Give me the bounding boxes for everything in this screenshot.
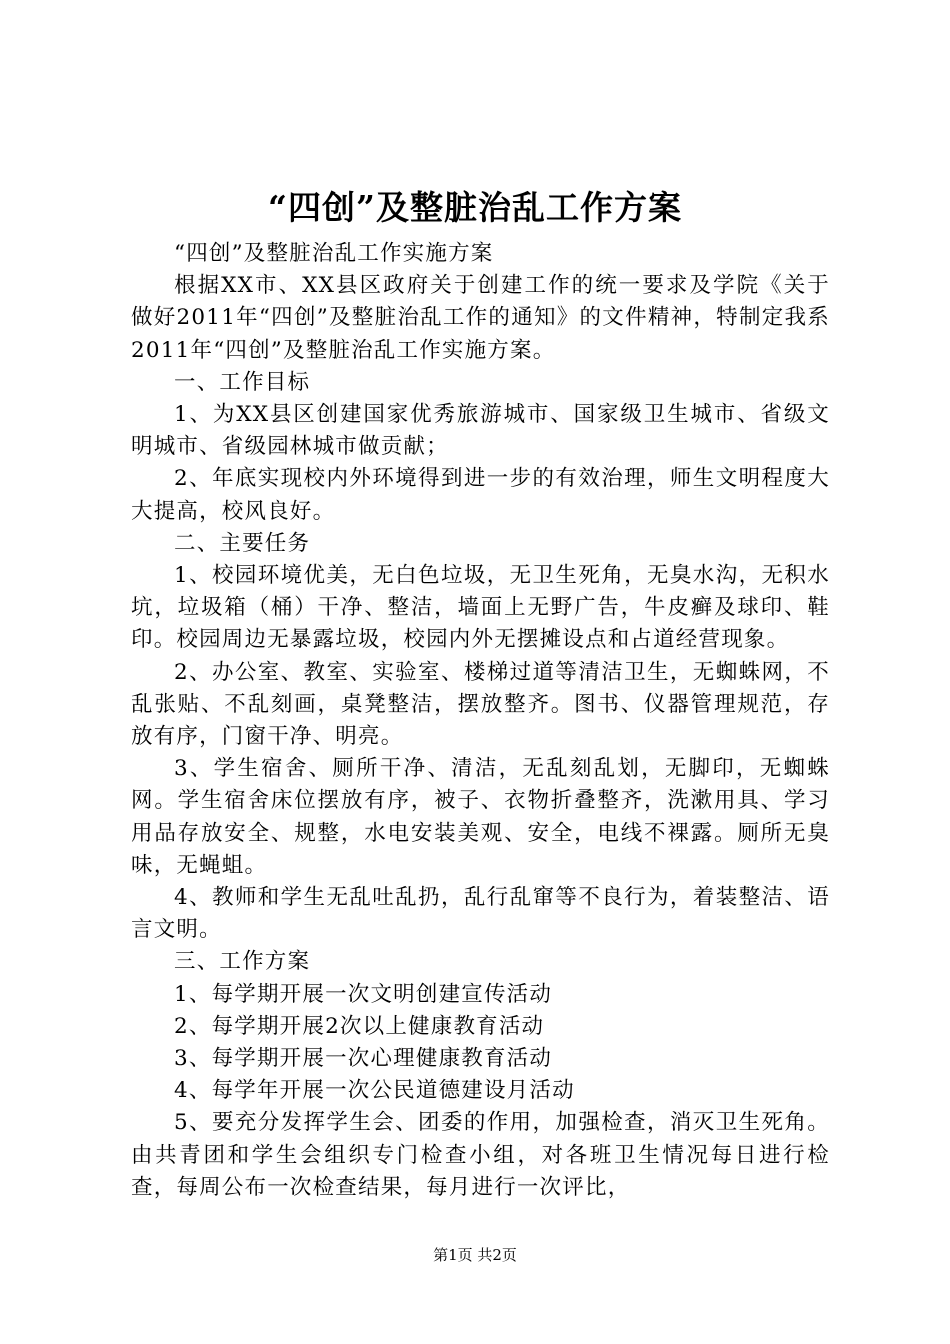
section-heading-goals: 一、工作目标 (174, 369, 311, 395)
plan-item-5: 5、要充分发挥学生会、团委的作用，加强检查，消灭卫生死角。由共青团和学生会组织专门检查小组，对各班卫生情况每日进行检查，每周公布一次检查结果，每月进行一次评比， (131, 1110, 830, 1200)
task-item-2: 2、办公室、教室、实验室、楼梯过道等清洁卫生，无蜘蛛网，不乱张贴、不乱刻画，桌凳整洁，摆放整齐。图书、仪器管理规范，存放有序，门窗干净、明亮。 (131, 659, 830, 750)
plan-item-4: 4、每学年开展一次公民道德建设月活动 (174, 1078, 575, 1104)
task-item-3: 3、学生宿舍、厕所干净、清洁，无乱刻乱划，无脚印，无蜘蛛网。学生宿舍床位摆放有序，被子、衣物折叠整齐，洗漱用具、学习用品存放安全、规整，水电安装美观、安全，电线不裸露。厕所无臭味，无蝇蛆。 (131, 756, 830, 878)
plan-item-2: 2、每学期开展2次以上健康教育活动 (174, 1013, 545, 1039)
intro-paragraph: 根据XX市、XX县区政府关于创建工作的统一要求及学院《关于做好2011年“四创”及整脏治乱工作的通知》的文件精神，特制定我系2011年“四创”及整脏治乱工作实施方案。 (131, 273, 830, 363)
goal-item-2: 2、年底实现校内外环境得到进一步的有效治理，师生文明程度大大提高，校风良好。 (131, 466, 830, 524)
task-item-1: 1、校园环境优美，无白色垃圾，无卫生死角，无臭水沟，无积水坑，垃圾箱（桶）干净、整洁，墙面上无野广告，牛皮癣及球印、鞋印。校园周边无暴露垃圾，校园内外无摆摊设点和占道经营现象。 (131, 563, 830, 653)
page-number-footer: 第1页 共2页 (433, 1246, 517, 1264)
document-title: “四创”及整脏治乱工作方案 (268, 188, 682, 227)
subtitle-paragraph: “四创”及整脏治乱工作实施方案 (174, 241, 494, 266)
plan-item-1: 1、每学期开展一次文明创建宣传活动 (174, 981, 553, 1007)
task-item-4: 4、教师和学生无乱吐乱扔，乱行乱窜等不良行为，着装整洁、语言文明。 (131, 885, 830, 943)
section-heading-tasks: 二、主要任务 (174, 530, 311, 556)
document-body (131, 238, 830, 1204)
plan-item-3: 3、每学期开展一次心理健康教育活动 (174, 1046, 553, 1072)
goal-item-1: 1、为XX县区创建国家优秀旅游城市、国家级卫生城市、省级文明城市、省级园林城市做贡献； (131, 402, 830, 460)
section-heading-plan: 三、工作方案 (174, 949, 311, 975)
